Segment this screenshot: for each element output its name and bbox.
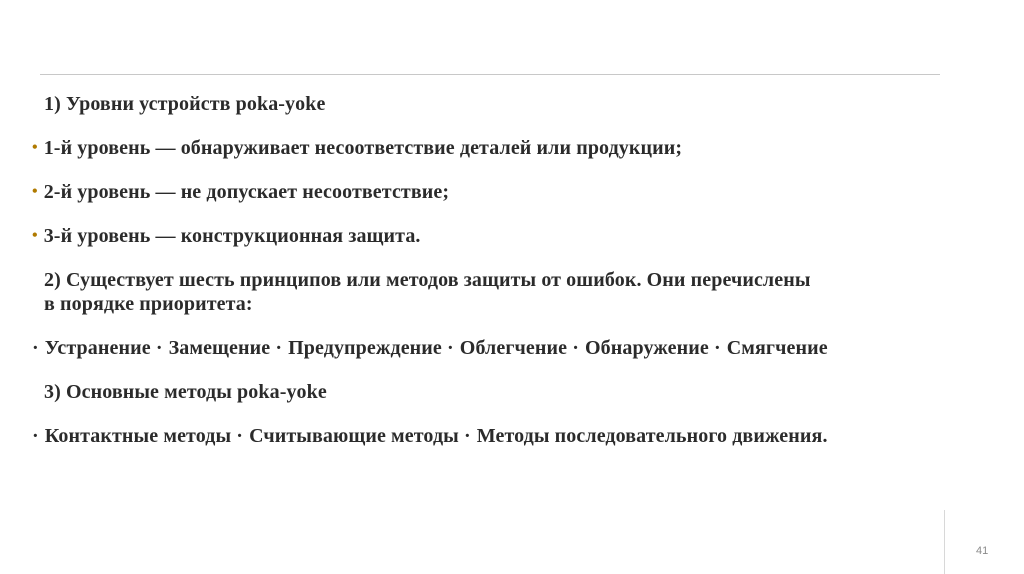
heading-levels: 1) Уровни устройств poka-yoke xyxy=(44,93,326,115)
principle-item: Устранение xyxy=(44,337,151,359)
level-item-2 xyxy=(32,180,449,206)
side-divider xyxy=(944,510,945,574)
middle-dot-icon: · xyxy=(32,337,39,359)
middle-dot-icon: · xyxy=(463,425,471,447)
middle-dot-icon: · xyxy=(236,425,244,447)
heading-principles-line2: в порядке приоритета: xyxy=(44,293,253,315)
method-item: Контактные методы xyxy=(44,425,232,447)
principle-item: Обнаружение xyxy=(585,337,709,359)
level-item-1-text: 1-й уровень — обнаруживает несоответствие деталей или продукции; xyxy=(43,137,683,159)
heading-principles-line1: 2) Существует шесть принципов или методов защиты от ошибок. Они перечислены xyxy=(44,269,811,291)
heading-methods: 3) Основные методы poka-yoke xyxy=(44,381,327,403)
page-number: 41 xyxy=(976,545,989,557)
level-item-3-text: 3-й уровень — конструкционная защита. xyxy=(43,225,421,247)
middle-dot-icon: · xyxy=(275,337,283,359)
top-divider xyxy=(40,74,940,75)
principle-item: Предупреждение xyxy=(288,337,442,359)
principle-item: Смягчение xyxy=(726,337,828,359)
bullet-icon: • xyxy=(32,139,38,156)
level-item-2-text: 2-й уровень — не допускает несоответствие; xyxy=(43,181,450,203)
middle-dot-icon: · xyxy=(155,337,163,359)
level-item-3 xyxy=(32,224,421,250)
middle-dot-icon: · xyxy=(572,337,580,359)
middle-dot-icon: · xyxy=(447,337,454,359)
bullet-icon: • xyxy=(32,227,38,244)
middle-dot-icon: · xyxy=(713,337,721,359)
method-item: Считывающие методы xyxy=(249,425,459,447)
bullet-icon: • xyxy=(32,183,38,200)
principle-item: Облегчение xyxy=(459,337,568,359)
principle-item: Замещение xyxy=(168,337,271,359)
level-item-1 xyxy=(32,136,682,162)
middle-dot-icon: · xyxy=(32,425,39,447)
method-item: Методы последовательного движения. xyxy=(476,425,828,447)
methods-list xyxy=(32,424,828,448)
principles-list xyxy=(32,336,828,360)
